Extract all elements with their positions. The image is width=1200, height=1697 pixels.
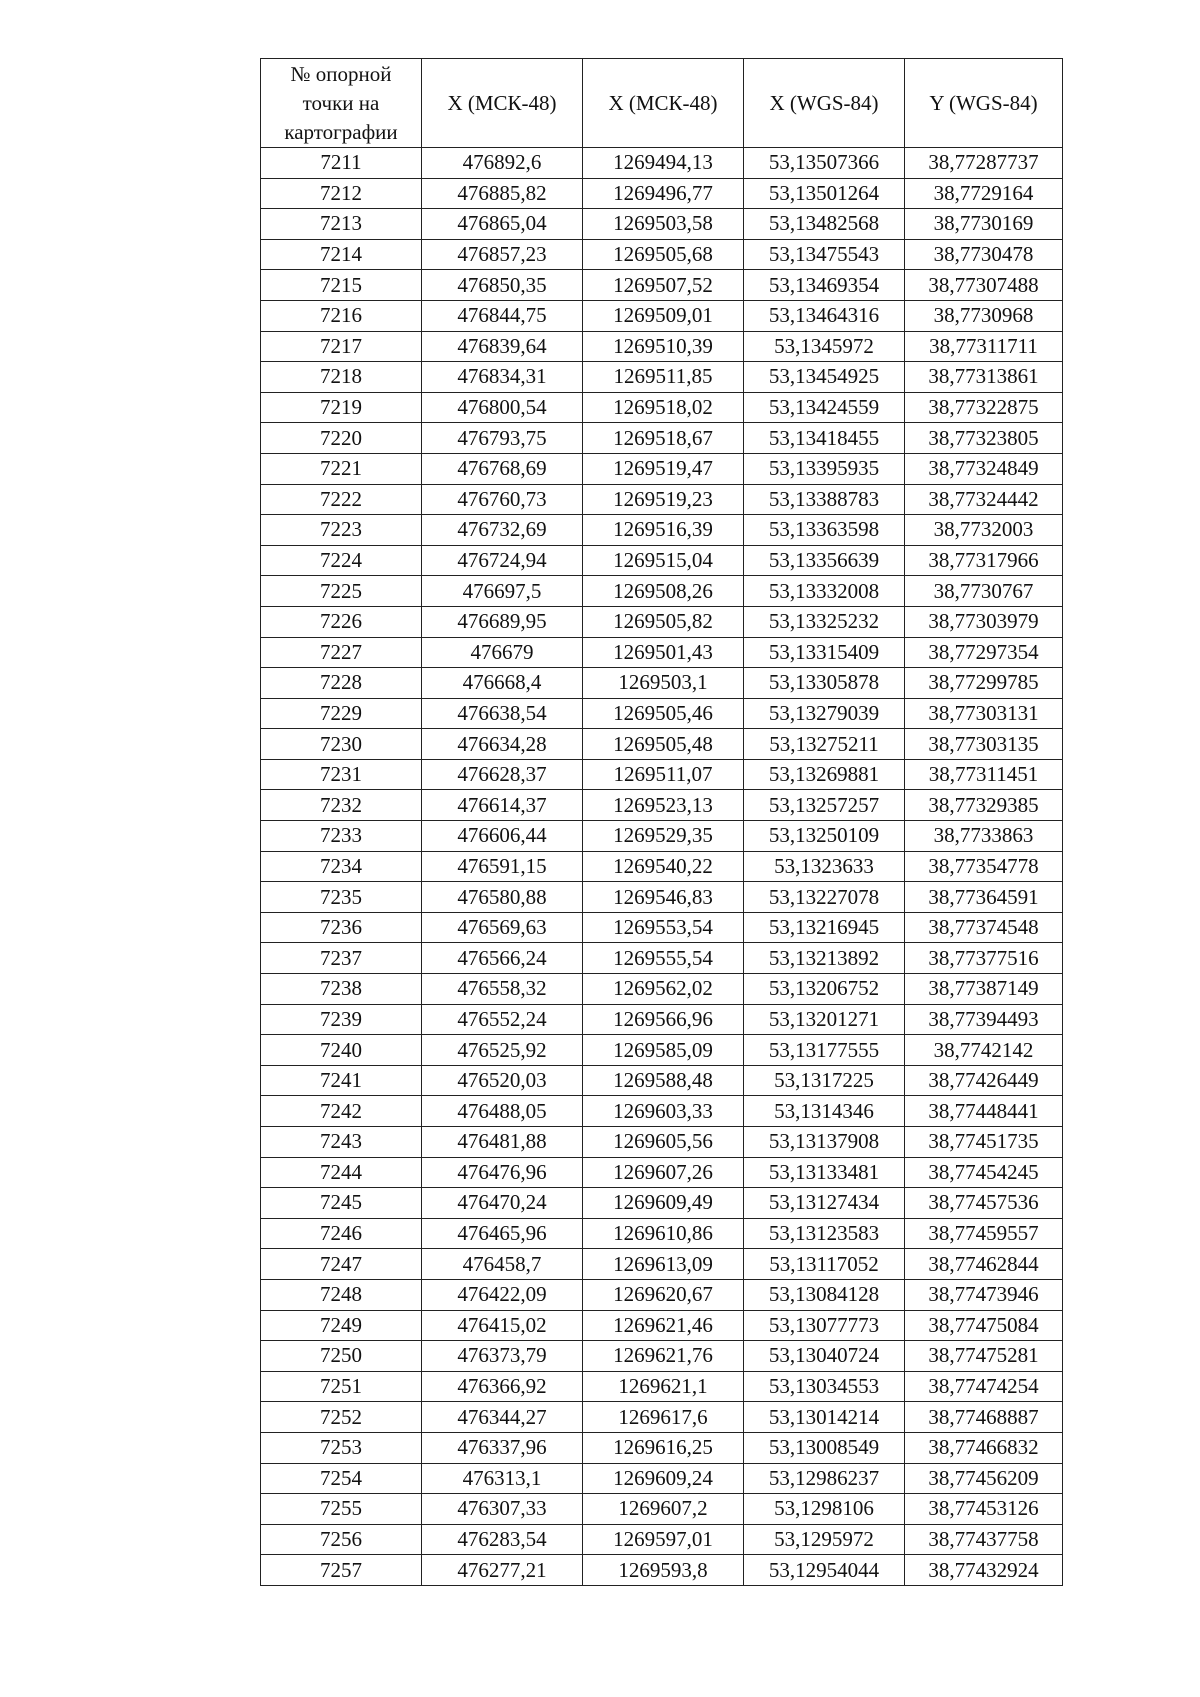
cell-y-wgs84: 38,77329385 [905,790,1063,821]
cell-y-wgs84: 38,77453126 [905,1494,1063,1525]
cell-x-msk48: 476525,92 [422,1035,583,1066]
cell-x-msk48: 476283,54 [422,1524,583,1555]
cell-x-msk48: 476732,69 [422,515,583,546]
table-row [261,1218,1063,1249]
cell-x-wgs84: 53,12954044 [744,1555,905,1586]
cell-y-wgs84: 38,7730767 [905,576,1063,607]
cell-point-number: 7241 [261,1065,422,1096]
cell-point-number: 7244 [261,1157,422,1188]
cell-y-wgs84: 38,77387149 [905,974,1063,1005]
cell-x-wgs84: 53,13084128 [744,1279,905,1310]
cell-point-number: 7224 [261,545,422,576]
cell-x-wgs84: 53,13127434 [744,1188,905,1219]
cell-x-wgs84: 53,13269881 [744,759,905,790]
cell-point-number: 7251 [261,1371,422,1402]
cell-point-number: 7226 [261,606,422,637]
table-row [261,484,1063,515]
table-row [261,1524,1063,1555]
cell-x-wgs84: 53,1298106 [744,1494,905,1525]
table-row [261,209,1063,240]
cell-x-msk48-second: 1269597,01 [583,1524,744,1555]
table-row [261,178,1063,209]
cell-point-number: 7243 [261,1127,422,1158]
cell-point-number: 7212 [261,178,422,209]
cell-y-wgs84: 38,77303135 [905,729,1063,760]
cell-x-msk48-second: 1269603,33 [583,1096,744,1127]
cell-x-msk48-second: 1269621,1 [583,1371,744,1402]
cell-x-wgs84: 53,13315409 [744,637,905,668]
cell-point-number: 7227 [261,637,422,668]
cell-x-msk48-second: 1269621,76 [583,1341,744,1372]
cell-y-wgs84: 38,77457536 [905,1188,1063,1219]
table-row [261,1463,1063,1494]
cell-y-wgs84: 38,7742142 [905,1035,1063,1066]
cell-point-number: 7249 [261,1310,422,1341]
cell-x-msk48: 476569,63 [422,912,583,943]
table-body [261,148,1063,1586]
cell-y-wgs84: 38,7730968 [905,300,1063,331]
table-row [261,453,1063,484]
cell-x-msk48-second: 1269505,68 [583,239,744,270]
cell-x-wgs84: 53,13250109 [744,821,905,852]
cell-x-wgs84: 53,13507366 [744,148,905,179]
cell-point-number: 7228 [261,668,422,699]
cell-point-number: 7247 [261,1249,422,1280]
cell-x-msk48-second: 1269562,02 [583,974,744,1005]
cell-x-msk48-second: 1269503,1 [583,668,744,699]
table-row [261,362,1063,393]
cell-y-wgs84: 38,7729164 [905,178,1063,209]
cell-x-wgs84: 53,13332008 [744,576,905,607]
cell-x-msk48-second: 1269501,43 [583,637,744,668]
cell-y-wgs84: 38,77426449 [905,1065,1063,1096]
cell-x-wgs84: 53,13077773 [744,1310,905,1341]
cell-x-msk48-second: 1269518,02 [583,392,744,423]
cell-x-msk48: 476552,24 [422,1004,583,1035]
cell-point-number: 7230 [261,729,422,760]
cell-y-wgs84: 38,77297354 [905,637,1063,668]
header-point-number [261,59,422,148]
cell-y-wgs84: 38,7730169 [905,209,1063,240]
cell-x-wgs84: 53,13201271 [744,1004,905,1035]
cell-y-wgs84: 38,77466832 [905,1432,1063,1463]
cell-y-wgs84: 38,77473946 [905,1279,1063,1310]
cell-x-msk48-second: 1269617,6 [583,1402,744,1433]
cell-x-msk48-second: 1269511,07 [583,759,744,790]
cell-x-wgs84: 53,13034553 [744,1371,905,1402]
cell-x-msk48-second: 1269566,96 [583,1004,744,1035]
cell-y-wgs84: 38,77462844 [905,1249,1063,1280]
cell-y-wgs84: 38,7730478 [905,239,1063,270]
table-row [261,1432,1063,1463]
cell-x-msk48: 476697,5 [422,576,583,607]
cell-x-msk48-second: 1269494,13 [583,148,744,179]
cell-x-msk48-second: 1269607,26 [583,1157,744,1188]
cell-x-wgs84: 53,13418455 [744,423,905,454]
cell-x-msk48: 476415,02 [422,1310,583,1341]
table-row [261,423,1063,454]
table-row [261,668,1063,699]
cell-x-wgs84: 53,13117052 [744,1249,905,1280]
table-row [261,821,1063,852]
cell-x-msk48: 476628,37 [422,759,583,790]
cell-x-wgs84: 53,13133481 [744,1157,905,1188]
cell-x-msk48: 476679 [422,637,583,668]
cell-point-number: 7257 [261,1555,422,1586]
table-row [261,882,1063,913]
cell-x-msk48-second: 1269511,85 [583,362,744,393]
cell-x-wgs84: 53,1345972 [744,331,905,362]
cell-point-number: 7255 [261,1494,422,1525]
cell-x-msk48-second: 1269613,09 [583,1249,744,1280]
cell-x-wgs84: 53,13395935 [744,453,905,484]
cell-x-msk48-second: 1269515,04 [583,545,744,576]
cell-point-number: 7235 [261,882,422,913]
cell-x-wgs84: 53,13501264 [744,178,905,209]
cell-y-wgs84: 38,77317966 [905,545,1063,576]
cell-x-msk48-second: 1269616,25 [583,1432,744,1463]
cell-x-msk48: 476834,31 [422,362,583,393]
cell-x-msk48: 476307,33 [422,1494,583,1525]
cell-x-msk48: 476885,82 [422,178,583,209]
table-row [261,1188,1063,1219]
cell-x-wgs84: 53,13040724 [744,1341,905,1372]
cell-x-msk48-second: 1269505,46 [583,698,744,729]
cell-point-number: 7225 [261,576,422,607]
cell-x-msk48: 476422,09 [422,1279,583,1310]
cell-point-number: 7231 [261,759,422,790]
cell-x-wgs84: 53,13014214 [744,1402,905,1433]
cell-point-number: 7219 [261,392,422,423]
cell-point-number: 7216 [261,300,422,331]
cell-point-number: 7220 [261,423,422,454]
table-row [261,974,1063,1005]
header-x-wgs84: X (WGS-84) [744,59,905,148]
cell-y-wgs84: 38,77374548 [905,912,1063,943]
cell-y-wgs84: 38,7733863 [905,821,1063,852]
table-row [261,637,1063,668]
cell-y-wgs84: 38,77354778 [905,851,1063,882]
cell-point-number: 7253 [261,1432,422,1463]
cell-point-number: 7213 [261,209,422,240]
cell-x-msk48-second: 1269510,39 [583,331,744,362]
cell-x-msk48: 476558,32 [422,974,583,1005]
cell-x-msk48-second: 1269509,01 [583,300,744,331]
header-y-wgs84: Y (WGS-84) [905,59,1063,148]
cell-x-wgs84: 53,13482568 [744,209,905,240]
cell-x-msk48-second: 1269555,54 [583,943,744,974]
cell-x-msk48-second: 1269540,22 [583,851,744,882]
cell-x-msk48: 476277,21 [422,1555,583,1586]
cell-y-wgs84: 38,77459557 [905,1218,1063,1249]
table-row [261,1127,1063,1158]
cell-x-msk48: 476634,28 [422,729,583,760]
table-row [261,392,1063,423]
cell-x-wgs84: 53,13008549 [744,1432,905,1463]
cell-x-wgs84: 53,13454925 [744,362,905,393]
cell-y-wgs84: 38,77432924 [905,1555,1063,1586]
cell-y-wgs84: 38,77394493 [905,1004,1063,1035]
cell-x-msk48: 476313,1 [422,1463,583,1494]
table-row [261,576,1063,607]
cell-x-msk48: 476857,23 [422,239,583,270]
cell-x-msk48: 476865,04 [422,209,583,240]
cell-x-msk48: 476638,54 [422,698,583,729]
cell-x-msk48-second: 1269610,86 [583,1218,744,1249]
cell-x-msk48-second: 1269621,46 [583,1310,744,1341]
table-row [261,912,1063,943]
cell-x-msk48: 476458,7 [422,1249,583,1280]
cell-point-number: 7236 [261,912,422,943]
cell-point-number: 7245 [261,1188,422,1219]
table-row [261,545,1063,576]
cell-y-wgs84: 38,77303979 [905,606,1063,637]
cell-point-number: 7229 [261,698,422,729]
table-row [261,270,1063,301]
cell-point-number: 7239 [261,1004,422,1035]
cell-y-wgs84: 38,7732003 [905,515,1063,546]
cell-y-wgs84: 38,77468887 [905,1402,1063,1433]
cell-x-wgs84: 53,13464316 [744,300,905,331]
cell-x-msk48-second: 1269519,47 [583,453,744,484]
cell-x-msk48: 476606,44 [422,821,583,852]
cell-point-number: 7221 [261,453,422,484]
cell-x-wgs84: 53,13275211 [744,729,905,760]
cell-y-wgs84: 38,77474254 [905,1371,1063,1402]
cell-x-wgs84: 53,1323633 [744,851,905,882]
cell-x-msk48-second: 1269529,35 [583,821,744,852]
cell-y-wgs84: 38,77311451 [905,759,1063,790]
cell-point-number: 7256 [261,1524,422,1555]
cell-x-wgs84: 53,13363598 [744,515,905,546]
control-points-table [260,58,1063,1586]
table-row [261,759,1063,790]
cell-y-wgs84: 38,77364591 [905,882,1063,913]
cell-point-number: 7214 [261,239,422,270]
cell-x-wgs84: 53,13227078 [744,882,905,913]
cell-x-msk48-second: 1269523,13 [583,790,744,821]
cell-x-msk48-second: 1269607,2 [583,1494,744,1525]
cell-x-msk48-second: 1269605,56 [583,1127,744,1158]
cell-x-msk48: 476337,96 [422,1432,583,1463]
table-row [261,515,1063,546]
cell-x-msk48: 476892,6 [422,148,583,179]
cell-x-msk48: 476760,73 [422,484,583,515]
cell-x-msk48-second: 1269518,67 [583,423,744,454]
cell-x-msk48-second: 1269496,77 [583,178,744,209]
cell-x-wgs84: 53,13475543 [744,239,905,270]
cell-x-wgs84: 53,13123583 [744,1218,905,1249]
cell-x-wgs84: 53,13206752 [744,974,905,1005]
cell-x-msk48: 476520,03 [422,1065,583,1096]
table-row [261,1341,1063,1372]
cell-x-msk48: 476614,37 [422,790,583,821]
table-row [261,790,1063,821]
table-row [261,851,1063,882]
table-row [261,239,1063,270]
table-row [261,300,1063,331]
cell-point-number: 7248 [261,1279,422,1310]
table-header [261,59,1063,148]
cell-x-wgs84: 53,13305878 [744,668,905,699]
cell-x-msk48: 476580,88 [422,882,583,913]
cell-y-wgs84: 38,77322875 [905,392,1063,423]
table-row [261,1555,1063,1586]
cell-point-number: 7215 [261,270,422,301]
table-row [261,1096,1063,1127]
cell-x-msk48: 476844,75 [422,300,583,331]
cell-point-number: 7237 [261,943,422,974]
cell-x-msk48: 476566,24 [422,943,583,974]
cell-x-msk48: 476470,24 [422,1188,583,1219]
cell-x-msk48: 476793,75 [422,423,583,454]
cell-point-number: 7217 [261,331,422,362]
cell-x-wgs84: 53,13325232 [744,606,905,637]
cell-point-number: 7232 [261,790,422,821]
cell-x-msk48-second: 1269519,23 [583,484,744,515]
cell-x-wgs84: 53,13469354 [744,270,905,301]
cell-x-msk48: 476689,95 [422,606,583,637]
cell-x-msk48-second: 1269609,49 [583,1188,744,1219]
cell-x-msk48: 476668,4 [422,668,583,699]
table-row [261,1371,1063,1402]
header-row [261,59,1063,148]
cell-x-msk48-second: 1269593,8 [583,1555,744,1586]
table-row [261,1004,1063,1035]
cell-x-wgs84: 53,13279039 [744,698,905,729]
cell-x-wgs84: 53,13216945 [744,912,905,943]
cell-x-wgs84: 53,13177555 [744,1035,905,1066]
cell-y-wgs84: 38,77475281 [905,1341,1063,1372]
cell-point-number: 7252 [261,1402,422,1433]
cell-y-wgs84: 38,77324849 [905,453,1063,484]
cell-x-wgs84: 53,13213892 [744,943,905,974]
cell-x-msk48-second: 1269546,83 [583,882,744,913]
header-point-number-label: № опорной точки на картографии [284,61,398,144]
cell-x-msk48-second: 1269553,54 [583,912,744,943]
table-row [261,1279,1063,1310]
table-row [261,331,1063,362]
cell-y-wgs84: 38,77307488 [905,270,1063,301]
table-row [261,148,1063,179]
cell-y-wgs84: 38,77303131 [905,698,1063,729]
header-x-msk48: X (МСК-48) [422,59,583,148]
cell-x-msk48: 476591,15 [422,851,583,882]
cell-point-number: 7222 [261,484,422,515]
cell-x-msk48: 476476,96 [422,1157,583,1188]
cell-point-number: 7238 [261,974,422,1005]
header-x-msk48-second: X (МСК-48) [583,59,744,148]
cell-point-number: 7246 [261,1218,422,1249]
table-row [261,1035,1063,1066]
cell-x-msk48: 476373,79 [422,1341,583,1372]
cell-point-number: 7240 [261,1035,422,1066]
cell-y-wgs84: 38,77299785 [905,668,1063,699]
table-row [261,698,1063,729]
cell-x-msk48-second: 1269507,52 [583,270,744,301]
cell-point-number: 7250 [261,1341,422,1372]
table-row [261,606,1063,637]
cell-x-msk48-second: 1269588,48 [583,1065,744,1096]
cell-x-msk48: 476850,35 [422,270,583,301]
cell-point-number: 7254 [261,1463,422,1494]
table-row [261,1249,1063,1280]
cell-x-msk48: 476481,88 [422,1127,583,1158]
cell-y-wgs84: 38,77324442 [905,484,1063,515]
table-row [261,1402,1063,1433]
cell-x-msk48: 476344,27 [422,1402,583,1433]
table-row [261,1494,1063,1525]
cell-x-wgs84: 53,1317225 [744,1065,905,1096]
table-row [261,729,1063,760]
cell-x-msk48-second: 1269505,82 [583,606,744,637]
table-row [261,1310,1063,1341]
table-row [261,943,1063,974]
cell-x-msk48: 476768,69 [422,453,583,484]
cell-x-wgs84: 53,13424559 [744,392,905,423]
cell-x-msk48-second: 1269585,09 [583,1035,744,1066]
cell-x-msk48-second: 1269505,48 [583,729,744,760]
table-row [261,1065,1063,1096]
cell-point-number: 7211 [261,148,422,179]
cell-x-msk48: 476839,64 [422,331,583,362]
cell-y-wgs84: 38,77451735 [905,1127,1063,1158]
cell-point-number: 7234 [261,851,422,882]
cell-x-msk48-second: 1269609,24 [583,1463,744,1494]
cell-point-number: 7242 [261,1096,422,1127]
cell-y-wgs84: 38,77313861 [905,362,1063,393]
cell-x-msk48-second: 1269508,26 [583,576,744,607]
cell-x-msk48: 476465,96 [422,1218,583,1249]
cell-y-wgs84: 38,77377516 [905,943,1063,974]
cell-x-wgs84: 53,13356639 [744,545,905,576]
cell-x-msk48: 476366,92 [422,1371,583,1402]
cell-x-msk48-second: 1269620,67 [583,1279,744,1310]
cell-y-wgs84: 38,77454245 [905,1157,1063,1188]
cell-x-msk48-second: 1269503,58 [583,209,744,240]
cell-y-wgs84: 38,77311711 [905,331,1063,362]
cell-point-number: 7223 [261,515,422,546]
cell-point-number: 7218 [261,362,422,393]
cell-x-msk48-second: 1269516,39 [583,515,744,546]
cell-x-msk48: 476488,05 [422,1096,583,1127]
cell-y-wgs84: 38,77475084 [905,1310,1063,1341]
cell-y-wgs84: 38,77323805 [905,423,1063,454]
cell-y-wgs84: 38,77456209 [905,1463,1063,1494]
cell-y-wgs84: 38,77437758 [905,1524,1063,1555]
cell-x-wgs84: 53,13257257 [744,790,905,821]
cell-y-wgs84: 38,77287737 [905,148,1063,179]
cell-point-number: 7233 [261,821,422,852]
cell-x-wgs84: 53,12986237 [744,1463,905,1494]
cell-x-wgs84: 53,13137908 [744,1127,905,1158]
table-row [261,1157,1063,1188]
cell-x-wgs84: 53,1314346 [744,1096,905,1127]
cell-x-msk48: 476724,94 [422,545,583,576]
cell-x-wgs84: 53,1295972 [744,1524,905,1555]
cell-y-wgs84: 38,77448441 [905,1096,1063,1127]
cell-x-wgs84: 53,13388783 [744,484,905,515]
cell-x-msk48: 476800,54 [422,392,583,423]
